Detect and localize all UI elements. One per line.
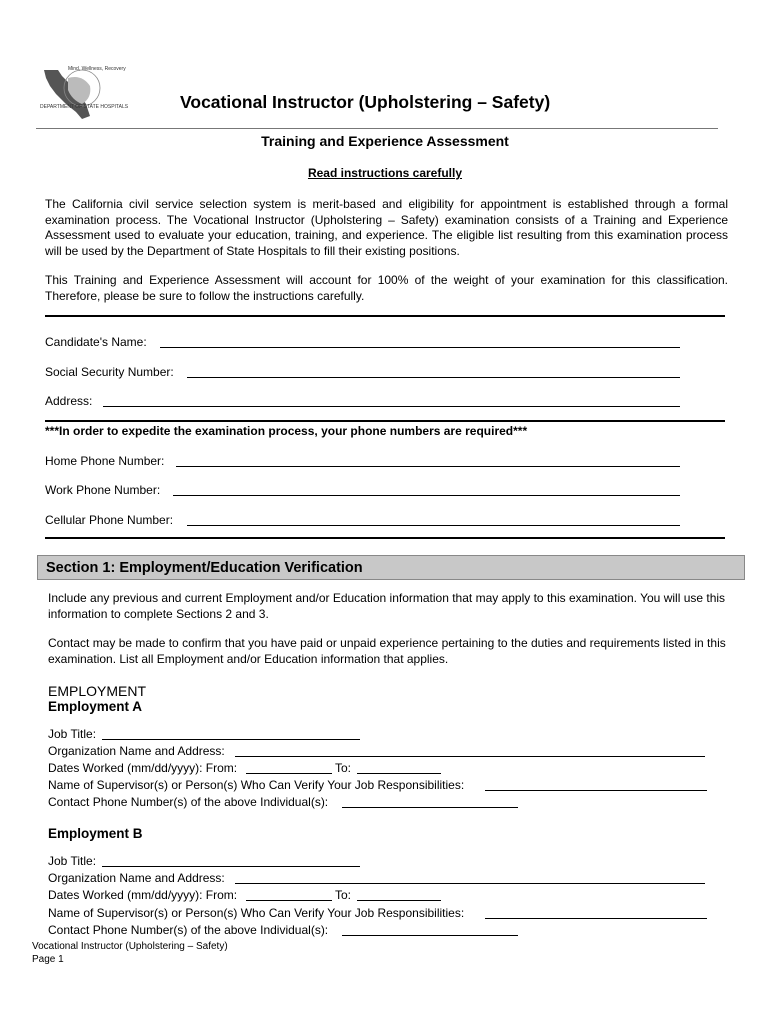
- employment-a-supervisor-field[interactable]: [485, 790, 707, 791]
- footer-page-number: Page 1: [32, 954, 64, 965]
- dates-to-label: To:: [335, 888, 352, 902]
- employment-b-organization-field[interactable]: [235, 883, 705, 884]
- section-rule: [45, 537, 725, 539]
- employment-a-date-to-field[interactable]: [357, 773, 441, 774]
- intro-paragraph-1: The California civil service selection system is merit-based and eligibility for appointment is established through a formal examination process. The Vocational Instructor (Upholstering – Safety) examination consists of a Training and Experience Assessment used to evaluate your education, training, and experience. The eligible list resulting from this examination process will be used by the Department of State Hospitals to fill their existing positions.: [45, 197, 728, 258]
- section-1-paragraph-2: Contact may be made to confirm that you have paid or unpaid experience pertaining to the duties and requirements listed in this examination. List all Employment and/or Education information that applies.: [48, 636, 726, 666]
- organization-label: Organization Name and Address:: [48, 871, 225, 885]
- employment-b-date-from-field[interactable]: [246, 900, 332, 901]
- employment-b-job-title-field[interactable]: [102, 866, 360, 867]
- page-title: Vocational Instructor (Upholstering – Safety): [180, 92, 551, 112]
- employment-a-date-from-field[interactable]: [246, 773, 332, 774]
- job-title-label: Job Title:: [48, 727, 97, 741]
- employment-b-supervisor-field[interactable]: [485, 918, 707, 919]
- employment-heading: EMPLOYMENT: [48, 683, 147, 699]
- employment-a-organization-field[interactable]: [235, 756, 705, 757]
- intro-paragraph-2: This Training and Experience Assessment will account for 100% of the weight of your examination for this classification. Therefore, please be sure to follow the instructions carefully.: [45, 273, 728, 303]
- candidate-name-field[interactable]: [160, 347, 680, 348]
- seal-arc-text: Mind, Wellness, Recovery: [68, 66, 126, 72]
- read-instructions-note: Read instructions carefully: [307, 166, 463, 180]
- contact-phone-label: Contact Phone Number(s) of the above Individual(s):: [48, 795, 329, 809]
- employment-a-job-title-field[interactable]: [102, 739, 360, 740]
- footer-document-title: Vocational Instructor (Upholstering – Safety): [32, 941, 228, 952]
- dates-from-label: Dates Worked (mm/dd/yyyy): From:: [48, 888, 238, 902]
- employment-a-heading: Employment A: [48, 699, 143, 714]
- dates-from-label: Dates Worked (mm/dd/yyyy): From:: [48, 761, 238, 775]
- cell-phone-field[interactable]: [187, 525, 680, 526]
- section-rule: [45, 315, 725, 317]
- section-rule: [45, 420, 725, 422]
- section-1-title: Section 1: Employment/Education Verification: [46, 560, 363, 576]
- employment-a-contact-phone-field[interactable]: [342, 807, 518, 808]
- organization-label: Organization Name and Address:: [48, 744, 225, 758]
- phone-required-note: ***In order to expedite the examination process, your phone numbers are required***: [45, 424, 528, 438]
- home-phone-field[interactable]: [176, 466, 680, 467]
- supervisor-label: Name of Supervisor(s) or Person(s) Who Can Verify Your Job Responsibilities:: [48, 778, 465, 792]
- home-phone-label: Home Phone Number:: [45, 454, 165, 468]
- work-phone-label: Work Phone Number:: [45, 483, 161, 497]
- supervisor-label: Name of Supervisor(s) or Person(s) Who Can Verify Your Job Responsibilities:: [48, 906, 465, 920]
- job-title-label: Job Title:: [48, 854, 97, 868]
- title-divider: [36, 128, 718, 129]
- employment-b-heading: Employment B: [48, 826, 143, 841]
- address-field[interactable]: [103, 406, 680, 407]
- cell-phone-label: Cellular Phone Number:: [45, 513, 174, 527]
- contact-phone-label: Contact Phone Number(s) of the above Individual(s):: [48, 923, 329, 937]
- ssn-label: Social Security Number:: [45, 365, 174, 379]
- seal-department-text: DEPARTMENT OF STATE HOSPITALS: [40, 104, 129, 110]
- dates-to-label: To:: [335, 761, 352, 775]
- california-seal-icon: [38, 64, 129, 122]
- work-phone-field[interactable]: [173, 495, 680, 496]
- ssn-field[interactable]: [187, 377, 680, 378]
- employment-b-date-to-field[interactable]: [357, 900, 441, 901]
- employment-b-contact-phone-field[interactable]: [342, 935, 518, 936]
- address-label: Address:: [45, 394, 93, 408]
- section-1-paragraph-1: Include any previous and current Employment and/or Education information that may apply to this examination. You will use this information to complete Sections 2 and 3.: [48, 591, 726, 621]
- candidate-name-label: Candidate's Name:: [45, 335, 147, 349]
- page-subtitle: Training and Experience Assessment: [261, 133, 509, 149]
